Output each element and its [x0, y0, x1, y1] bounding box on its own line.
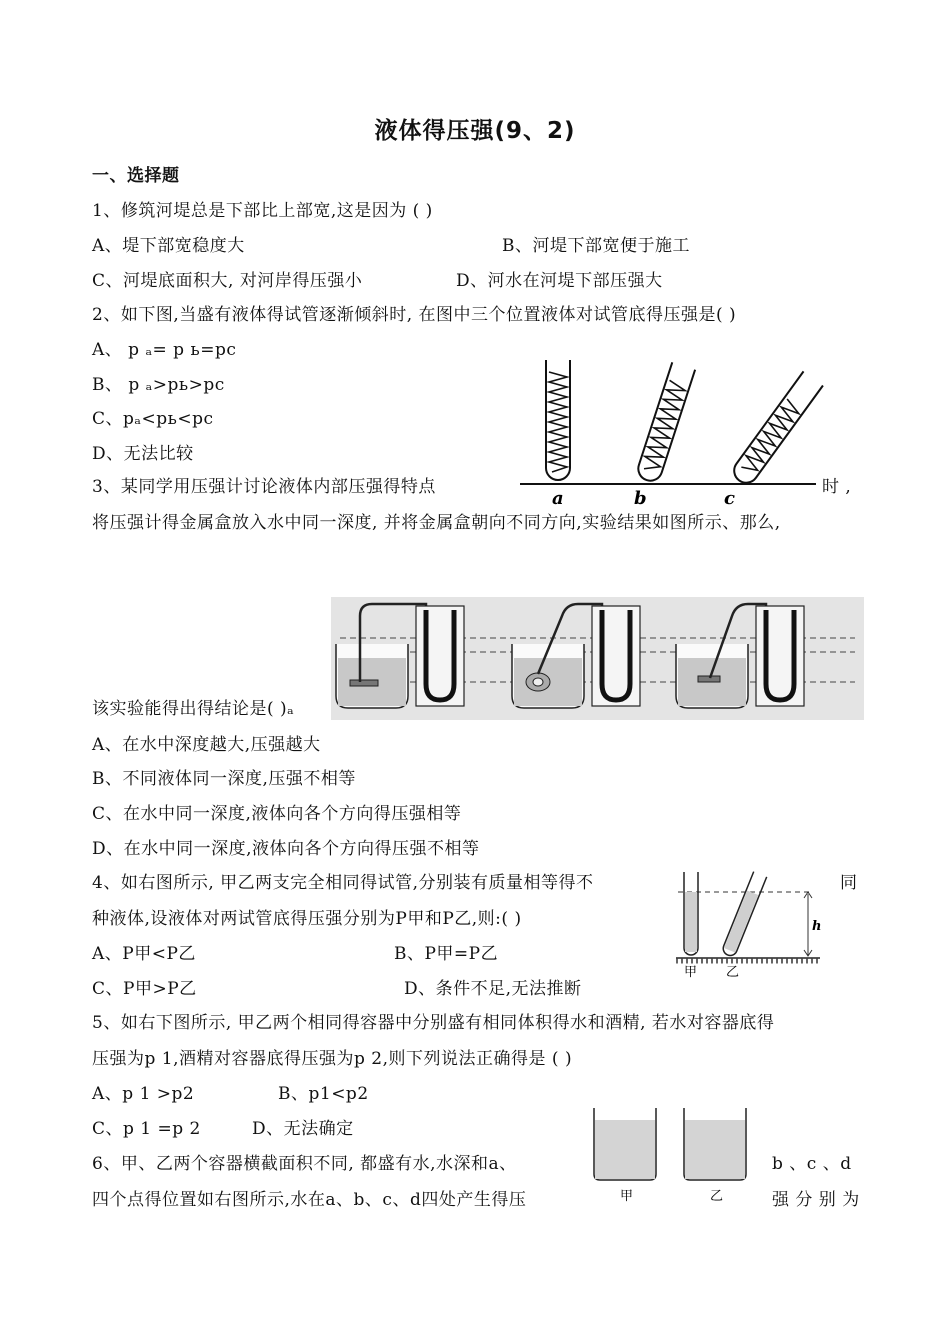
- q1-option-a: A、堤下部宽稳度大: [92, 236, 245, 256]
- q2-option-d: D、无法比较: [92, 444, 194, 464]
- container-jia-label: 甲: [620, 1189, 634, 1204]
- q4-option-c: C、P甲>P乙: [92, 979, 197, 999]
- q6-stem-line2-right: 强 分 别 为: [772, 1190, 860, 1210]
- tube-c-label: c: [724, 488, 735, 509]
- q1-option-b: B、河堤下部宽便于施工: [502, 236, 690, 256]
- q1-option-c: C、河堤底面积大, 对河岸得压强小: [92, 271, 363, 291]
- tilted-test-tubes-figure: [518, 352, 818, 512]
- container-yi-label: 乙: [710, 1189, 724, 1204]
- q4-stem-left: 4、如右图所示, 甲乙两支完全相同得试管,分别装有质量相等得不: [92, 873, 594, 893]
- q4-option-d: D、条件不足,无法推断: [404, 979, 582, 999]
- q2-stem: 2、如下图,当盛有液体得试管逐渐倾斜时, 在图中三个位置液体对试管底得压强是( ): [92, 305, 737, 325]
- q3-stem-left: 3、某同学用压强计讨论液体内部压强得特点: [92, 477, 436, 497]
- q4-stem-line2: 种液体,设液体对两试管底得压强分别为P甲和P乙,则:( ): [92, 909, 522, 929]
- page-title: 液体得压强(9、2): [374, 118, 576, 144]
- q3-option-a: A、在水中深度越大,压强越大: [92, 735, 321, 755]
- q3-option-b: B、不同液体同一深度,压强不相等: [92, 769, 356, 789]
- q5-stem-line2: 压强为p 1,酒精对容器底得压强为p 2,则下列说法正确得是 ( ): [92, 1049, 573, 1069]
- tube-jia-label: 甲: [684, 965, 698, 980]
- q5-option-a: A、p 1 >p2: [92, 1084, 195, 1104]
- two-test-tubes-figure: [670, 868, 830, 980]
- q2-option-b: B、 p ₐ>pь>pc: [92, 375, 225, 395]
- q3-stem-line2: 将压强计得金属盒放入水中同一深度, 并将金属盒朝向不同方向,实验结果如图所示、那么,: [92, 513, 781, 533]
- q2-option-a: A、 p ₐ= p ь=pc: [92, 340, 237, 360]
- height-h-label: h: [812, 919, 822, 934]
- tube-a-label: a: [552, 488, 564, 509]
- q5-option-b: B、p1<p2: [278, 1084, 369, 1104]
- pressure-gauge-experiment-figure: [330, 596, 865, 721]
- q5-option-d: D、无法确定: [252, 1119, 354, 1139]
- tube-b-label: b: [634, 488, 647, 509]
- q3-stem-line3: 该实验能得出得结论是( )ₐ: [92, 699, 295, 719]
- q5-option-c: C、p 1 =p 2: [92, 1119, 201, 1139]
- q1-option-d: D、河水在河堤下部压强大: [456, 271, 663, 291]
- q6-stem-right: b 、c 、d: [772, 1154, 852, 1174]
- q3-option-c: C、在水中同一深度,液体向各个方向得压强相等: [92, 804, 462, 824]
- q5-stem: 5、如右下图所示, 甲乙两个相同得容器中分别盛有相同体积得水和酒精, 若水对容器底得: [92, 1013, 775, 1033]
- two-containers-figure: [586, 1102, 766, 1206]
- section-heading: 一、选择题: [92, 166, 180, 186]
- q6-stem-line2-left: 四个点得位置如右图所示,水在a、b、c、d四处产生得压: [92, 1190, 527, 1210]
- q4-stem-right: 同: [840, 873, 858, 893]
- q3-stem-right: 时 ,: [822, 477, 852, 497]
- q3-option-d: D、在水中同一深度,液体向各个方向得压强不相等: [92, 839, 480, 859]
- q6-stem-left: 6、甲、乙两个容器横截面积不同, 都盛有水,水深和a、: [92, 1154, 517, 1174]
- q1-stem: 1、修筑河堤总是下部比上部宽,这是因为 ( ): [92, 201, 433, 221]
- q4-option-a: A、P甲<P乙: [92, 944, 196, 964]
- q2-option-c: C、pₐ<pь<pc: [92, 409, 214, 429]
- tube-yi-label: 乙: [726, 965, 740, 980]
- q4-option-b: B、P甲=P乙: [394, 944, 499, 964]
